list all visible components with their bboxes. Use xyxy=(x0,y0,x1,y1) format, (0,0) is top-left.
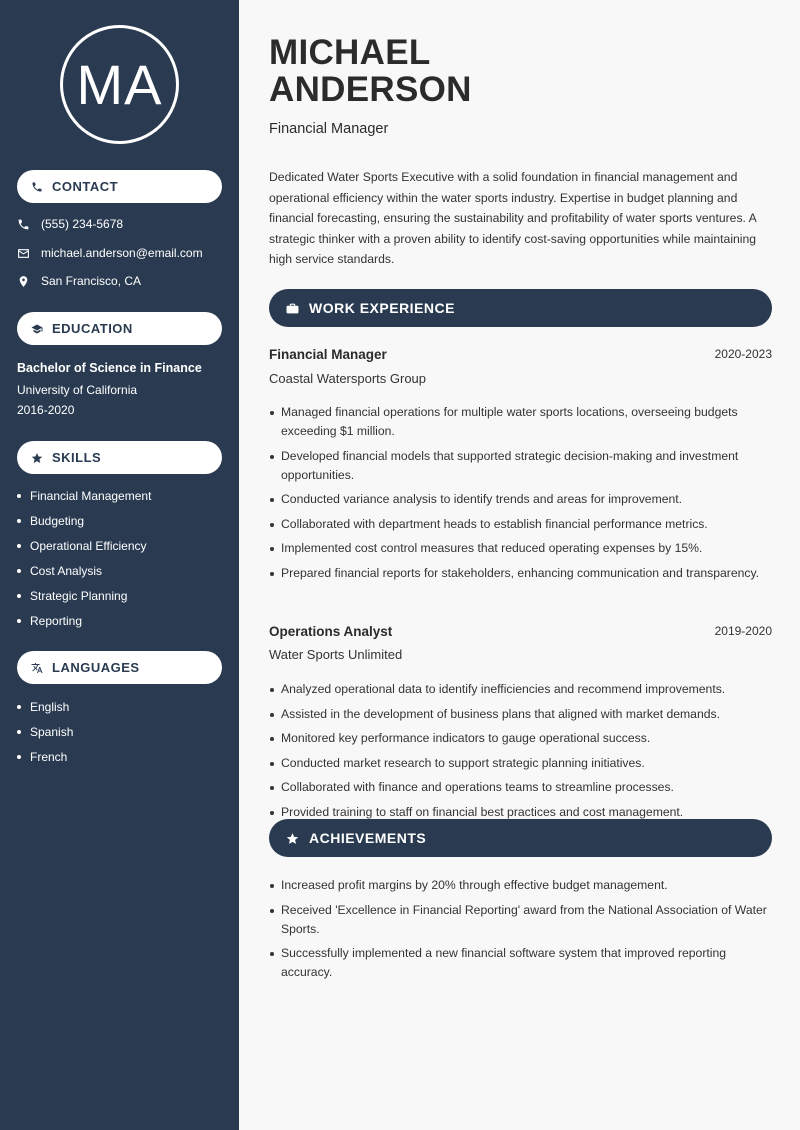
star-icon xyxy=(31,452,43,464)
job-bullet: Conducted market research to support strategic planning initiatives. xyxy=(269,754,772,773)
profile-summary: Dedicated Water Sports Executive with a solid foundation in financial management and operational efficiency within the water sports industry. Expertise in budget planning and financial forecasting, ensuring the sustainability and profitability of water sports ventures. A strategic thinker with a proven ability to identify cost-saving opportunities while maintaining high service standards. xyxy=(269,170,757,266)
achievements-list xyxy=(269,876,772,988)
achievement-item: Successfully implemented a new financial software system that improved reporting accuracy. xyxy=(269,944,772,982)
job-dates: 2020-2023 xyxy=(714,347,772,361)
language-item: English xyxy=(17,699,73,724)
phone-text: (555) 234-5678 xyxy=(41,217,124,231)
language-item: French xyxy=(17,749,73,774)
skills-list xyxy=(17,488,151,638)
language-item: Spanish xyxy=(17,724,73,749)
job-bullet: Provided training to staff on financial best practices and cost management. xyxy=(269,803,772,822)
achievements-heading-label: ACHIEVEMENTS xyxy=(309,830,427,846)
name-last: ANDERSON xyxy=(269,70,472,109)
education-years: 2016-2020 xyxy=(17,403,75,417)
skill-item: Cost Analysis xyxy=(17,563,151,588)
achievements-heading xyxy=(269,819,772,857)
education-heading xyxy=(17,312,222,345)
job-dates: 2019-2020 xyxy=(714,624,772,638)
contact-location xyxy=(17,274,141,288)
candidate-name xyxy=(269,34,669,108)
contact-heading xyxy=(17,170,222,203)
map-pin-icon xyxy=(17,275,30,288)
achievement-item: Increased profit margins by 20% through effective budget management. xyxy=(269,876,772,895)
job-bullets xyxy=(269,680,772,827)
name-first: MICHAEL xyxy=(269,33,431,72)
languages-heading-label: LANGUAGES xyxy=(52,660,140,675)
job-bullet: Implemented cost control measures that reduced operating expenses by 15%. xyxy=(269,539,772,558)
job-bullet: Analyzed operational data to identify inefficiencies and recommend improvements. xyxy=(269,680,772,699)
job-title: Financial Manager xyxy=(269,121,389,137)
job-company: Water Sports Unlimited xyxy=(269,647,403,662)
phone-icon xyxy=(17,218,30,231)
phone-icon xyxy=(31,181,43,193)
job-bullet: Prepared financial reports for stakeholders, enhancing communication and transparency. xyxy=(269,564,772,583)
job-role: Financial Manager xyxy=(269,347,387,362)
skill-item: Operational Efficiency xyxy=(17,538,151,563)
skill-item: Financial Management xyxy=(17,488,151,513)
graduation-cap-icon xyxy=(31,323,43,335)
translate-icon xyxy=(31,662,43,674)
contact-heading-label: CONTACT xyxy=(52,179,119,194)
job-role: Operations Analyst xyxy=(269,624,393,639)
envelope-icon xyxy=(17,247,30,260)
education-degree: Bachelor of Science in Finance xyxy=(17,361,202,375)
skills-heading xyxy=(17,441,222,474)
email-text: michael.anderson@email.com xyxy=(41,246,203,260)
job-bullet: Assisted in the development of business plans that aligned with market demands. xyxy=(269,705,772,724)
star-icon xyxy=(286,832,299,845)
languages-heading xyxy=(17,651,222,684)
job-bullet: Collaborated with department heads to establish financial performance metrics. xyxy=(269,515,772,534)
job-bullet: Managed financial operations for multiple water sports locations, overseeing budgets exceeding $1 million. xyxy=(269,403,772,441)
skill-item: Reporting xyxy=(17,613,151,638)
contact-phone xyxy=(17,217,123,231)
job-bullet: Collaborated with finance and operations teams to streamline processes. xyxy=(269,778,772,797)
contact-email xyxy=(17,246,203,260)
skill-item: Strategic Planning xyxy=(17,588,151,613)
job-bullets xyxy=(269,403,772,588)
location-text: San Francisco, CA xyxy=(41,274,142,288)
education-school: University of California xyxy=(17,383,138,397)
job-bullet: Conducted variance analysis to identify trends and areas for improvement. xyxy=(269,490,772,509)
work-experience-heading xyxy=(269,289,772,327)
education-heading-label: EDUCATION xyxy=(52,321,133,336)
sidebar xyxy=(0,0,239,1130)
briefcase-icon xyxy=(286,302,299,315)
job-bullet: Monitored key performance indicators to gauge operational success. xyxy=(269,729,772,748)
work-experience-heading-label: WORK EXPERIENCE xyxy=(309,300,455,316)
job-company: Coastal Watersports Group xyxy=(269,371,427,386)
avatar-initials: MA xyxy=(60,25,179,144)
skills-heading-label: SKILLS xyxy=(52,450,102,465)
languages-list xyxy=(17,699,73,774)
job-bullet: Developed financial models that supported strategic decision-making and investment opportunities. xyxy=(269,447,772,485)
achievement-item: Received 'Excellence in Financial Reporting' award from the National Association of Water Sports. xyxy=(269,901,772,939)
skill-item: Budgeting xyxy=(17,513,151,538)
